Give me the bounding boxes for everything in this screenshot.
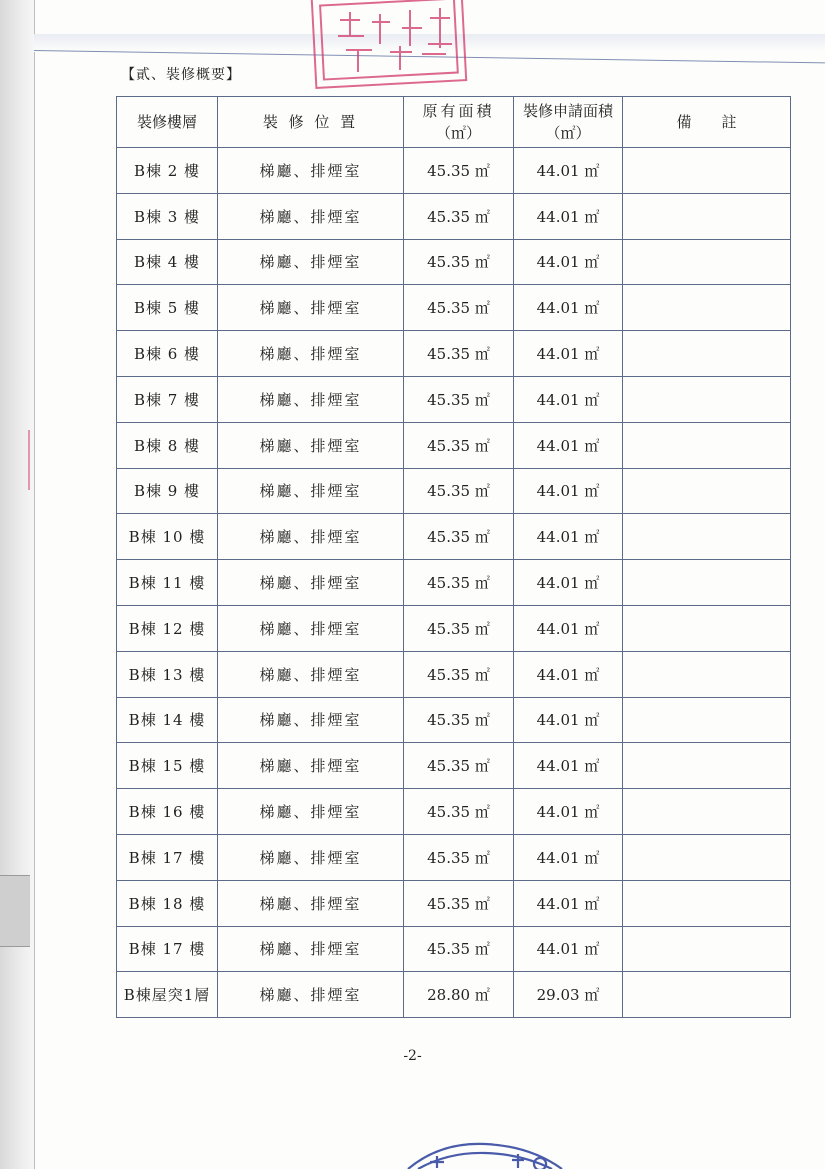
remarks-cell xyxy=(623,972,791,1018)
original-area-cell: 45.35 ㎡ xyxy=(404,285,514,331)
floor-cell: B棟 17 樓 xyxy=(117,834,218,880)
table-row xyxy=(117,514,791,560)
table-row xyxy=(117,651,791,697)
remarks-cell xyxy=(623,605,791,651)
location-cell: 梯廳、排煙室 xyxy=(218,697,404,743)
original-area-cell: 45.35 ㎡ xyxy=(404,789,514,835)
remarks-cell xyxy=(623,422,791,468)
applied-area-cell: 44.01 ㎡ xyxy=(514,468,623,514)
remarks-cell xyxy=(623,239,791,285)
floor-cell: B棟 11 樓 xyxy=(117,560,218,606)
red-seal-stamp xyxy=(310,0,470,92)
applied-area-cell: 44.01 ㎡ xyxy=(514,422,623,468)
original-area-cell: 45.35 ㎡ xyxy=(404,834,514,880)
original-area-cell: 45.35 ㎡ xyxy=(404,376,514,422)
applied-area-cell: 44.01 ㎡ xyxy=(514,789,623,835)
remarks-cell xyxy=(623,331,791,377)
location-cell: 梯廳、排煙室 xyxy=(218,148,404,194)
remarks-cell xyxy=(623,376,791,422)
applied-area-cell: 44.01 ㎡ xyxy=(514,697,623,743)
table-row xyxy=(117,789,791,835)
original-area-cell: 45.35 ㎡ xyxy=(404,331,514,377)
header-original-area-label: 原有面積 xyxy=(422,102,495,120)
location-cell: 梯廳、排煙室 xyxy=(218,789,404,835)
table-row xyxy=(117,972,791,1018)
location-cell: 梯廳、排煙室 xyxy=(218,834,404,880)
table-row xyxy=(117,560,791,606)
scan-left-edge xyxy=(0,0,35,1169)
table-row xyxy=(117,239,791,285)
original-area-cell: 45.35 ㎡ xyxy=(404,743,514,789)
scan-edge-mark xyxy=(0,875,30,947)
original-area-cell: 28.80 ㎡ xyxy=(404,972,514,1018)
applied-area-cell: 44.01 ㎡ xyxy=(514,331,623,377)
applied-area-cell: 29.03 ㎡ xyxy=(514,972,623,1018)
remarks-cell xyxy=(623,834,791,880)
applied-area-cell: 44.01 ㎡ xyxy=(514,743,623,789)
original-area-cell: 45.35 ㎡ xyxy=(404,468,514,514)
original-area-cell: 45.35 ㎡ xyxy=(404,926,514,972)
applied-area-cell: 44.01 ㎡ xyxy=(514,926,623,972)
floor-cell: B棟 2 樓 xyxy=(117,148,218,194)
applied-area-cell: 44.01 ㎡ xyxy=(514,514,623,560)
location-cell: 梯廳、排煙室 xyxy=(218,651,404,697)
table-header-row xyxy=(117,97,791,148)
remarks-cell xyxy=(623,285,791,331)
floor-cell: B棟 15 樓 xyxy=(117,743,218,789)
remarks-cell xyxy=(623,651,791,697)
original-area-cell: 45.35 ㎡ xyxy=(404,422,514,468)
table-row xyxy=(117,880,791,926)
location-cell: 梯廳、排煙室 xyxy=(218,193,404,239)
location-cell: 梯廳、排煙室 xyxy=(218,376,404,422)
remarks-cell xyxy=(623,193,791,239)
blue-seal-stamp xyxy=(400,1138,570,1169)
remarks-cell xyxy=(623,514,791,560)
original-area-cell: 45.35 ㎡ xyxy=(404,148,514,194)
applied-area-cell: 44.01 ㎡ xyxy=(514,651,623,697)
floor-cell: B棟 7 樓 xyxy=(117,376,218,422)
page-number: -2- xyxy=(403,1048,422,1064)
table-row xyxy=(117,422,791,468)
floor-cell: B棟 18 樓 xyxy=(117,880,218,926)
applied-area-cell: 44.01 ㎡ xyxy=(514,148,623,194)
original-area-cell: 45.35 ㎡ xyxy=(404,560,514,606)
location-cell: 梯廳、排煙室 xyxy=(218,743,404,789)
original-area-cell: 45.35 ㎡ xyxy=(404,514,514,560)
applied-area-cell: 44.01 ㎡ xyxy=(514,376,623,422)
location-cell: 梯廳、排煙室 xyxy=(218,285,404,331)
original-area-cell: 45.35 ㎡ xyxy=(404,193,514,239)
header-location: 裝 修 位 置 xyxy=(218,97,404,148)
floor-cell: B棟 16 樓 xyxy=(117,789,218,835)
floor-cell: B棟 4 樓 xyxy=(117,239,218,285)
floor-cell: B棟 8 樓 xyxy=(117,422,218,468)
floor-cell: B棟屋突1層 xyxy=(117,972,218,1018)
remarks-cell xyxy=(623,789,791,835)
remarks-cell xyxy=(623,148,791,194)
applied-area-cell: 44.01 ㎡ xyxy=(514,880,623,926)
floor-cell: B棟 14 樓 xyxy=(117,697,218,743)
original-area-cell: 45.35 ㎡ xyxy=(404,880,514,926)
floor-cell: B棟 17 樓 xyxy=(117,926,218,972)
applied-area-cell: 44.01 ㎡ xyxy=(514,834,623,880)
remarks-cell xyxy=(623,926,791,972)
floor-cell: B棟 13 樓 xyxy=(117,651,218,697)
applied-area-cell: 44.01 ㎡ xyxy=(514,605,623,651)
table-row xyxy=(117,376,791,422)
table-row xyxy=(117,743,791,789)
floor-cell: B棟 10 樓 xyxy=(117,514,218,560)
location-cell: 梯廳、排煙室 xyxy=(218,468,404,514)
applied-area-cell: 44.01 ㎡ xyxy=(514,239,623,285)
original-area-cell: 45.35 ㎡ xyxy=(404,651,514,697)
location-cell: 梯廳、排煙室 xyxy=(218,239,404,285)
floor-cell: B棟 5 樓 xyxy=(117,285,218,331)
applied-area-cell: 44.01 ㎡ xyxy=(514,193,623,239)
floor-cell: B棟 6 樓 xyxy=(117,331,218,377)
location-cell: 梯廳、排煙室 xyxy=(218,560,404,606)
original-area-cell: 45.35 ㎡ xyxy=(404,605,514,651)
location-cell: 梯廳、排煙室 xyxy=(218,605,404,651)
floor-cell: B棟 9 樓 xyxy=(117,468,218,514)
table-row xyxy=(117,148,791,194)
table-row xyxy=(117,468,791,514)
header-original-area-unit: （㎡） xyxy=(435,124,481,142)
remarks-cell xyxy=(623,880,791,926)
table-row xyxy=(117,926,791,972)
section-title: 【貳、裝修概要】 xyxy=(121,67,241,83)
renovation-summary-table xyxy=(116,96,791,1018)
location-cell: 梯廳、排煙室 xyxy=(218,331,404,377)
original-area-cell: 45.35 ㎡ xyxy=(404,239,514,285)
location-cell: 梯廳、排煙室 xyxy=(218,422,404,468)
table-row xyxy=(117,285,791,331)
remarks-cell xyxy=(623,468,791,514)
header-remarks: 備 註 xyxy=(623,97,791,148)
original-area-cell: 45.35 ㎡ xyxy=(404,697,514,743)
location-cell: 梯廳、排煙室 xyxy=(218,972,404,1018)
remarks-cell xyxy=(623,697,791,743)
applied-area-cell: 44.01 ㎡ xyxy=(514,285,623,331)
header-applied-area xyxy=(514,97,623,148)
table-row xyxy=(117,697,791,743)
header-applied-area-unit: （㎡） xyxy=(545,124,591,142)
table-row xyxy=(117,605,791,651)
seal-fragment-mark xyxy=(28,430,38,490)
floor-cell: B棟 3 樓 xyxy=(117,193,218,239)
table-row xyxy=(117,331,791,377)
location-cell: 梯廳、排煙室 xyxy=(218,880,404,926)
remarks-cell xyxy=(623,560,791,606)
remarks-cell xyxy=(623,743,791,789)
header-applied-area-label: 裝修申請面積 xyxy=(522,102,613,120)
header-floor: 裝修樓層 xyxy=(117,97,218,148)
applied-area-cell: 44.01 ㎡ xyxy=(514,560,623,606)
floor-cell: B棟 12 樓 xyxy=(117,605,218,651)
table-row xyxy=(117,193,791,239)
header-original-area xyxy=(404,97,514,148)
location-cell: 梯廳、排煙室 xyxy=(218,926,404,972)
location-cell: 梯廳、排煙室 xyxy=(218,514,404,560)
table-row xyxy=(117,834,791,880)
